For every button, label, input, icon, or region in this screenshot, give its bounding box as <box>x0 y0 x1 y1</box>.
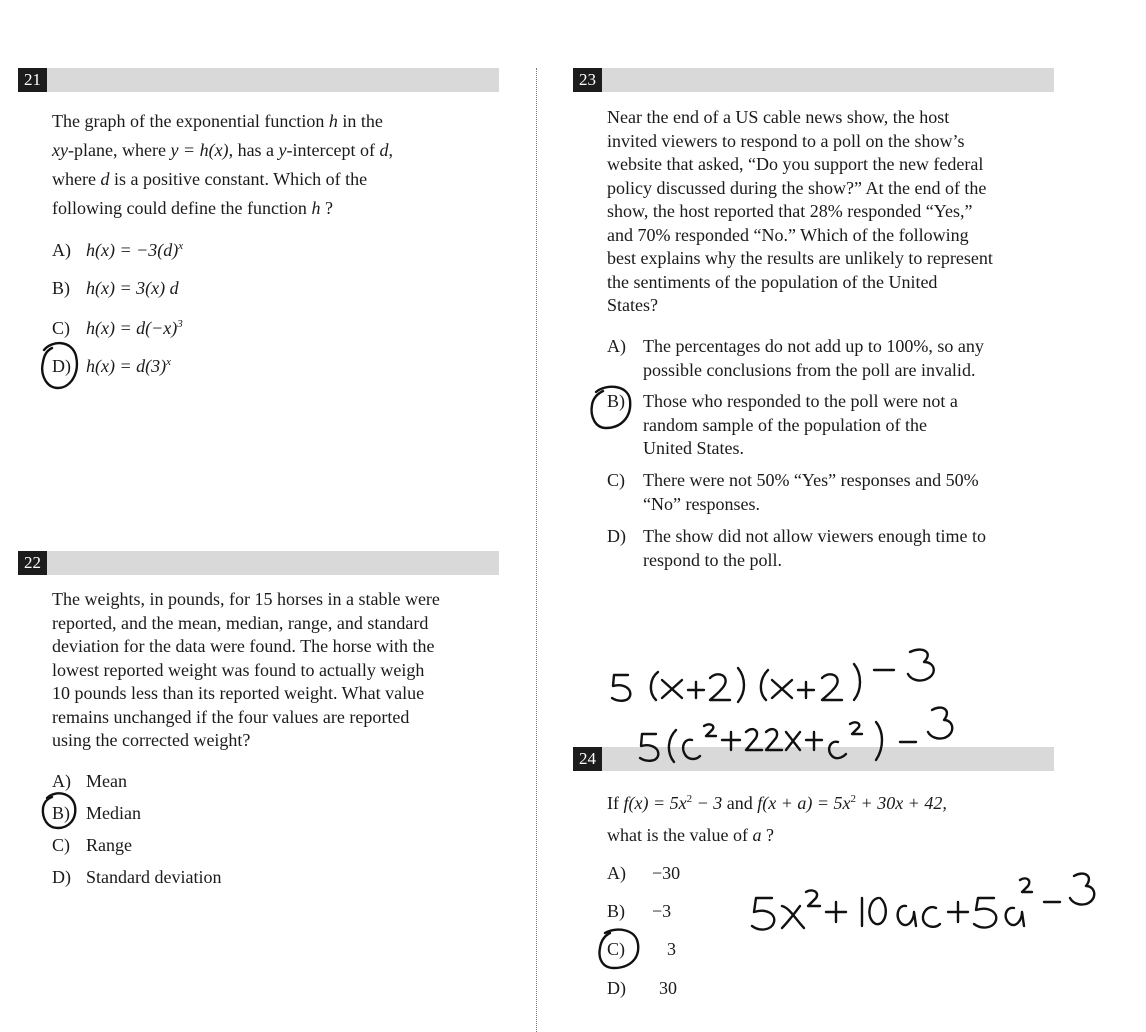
question-header-21 <box>18 68 499 92</box>
q21-option-c[interactable]: C) $h(x) = d(-x)^3$ <box>52 318 183 338</box>
q21-option-d[interactable]: D) $h(x) = d(3)^x$ <box>52 356 172 376</box>
question-header-22 <box>18 551 499 575</box>
q23-option-b[interactable]: B) Those who responded to the poll were not a random sample of the population of the United States. <box>607 391 958 458</box>
q22-option-a[interactable]: A) Mean <box>52 771 127 791</box>
scratch-work-line-3 <box>752 874 1094 930</box>
q22-option-c[interactable]: C) Range <box>52 835 132 855</box>
q22-stem: The weights, in pounds, for 15 horses in a stable were reported, and the mean, median, range, and standard deviation for the data were found. The horse with the lowest reported weight was found to actually weigh 10 pounds less than its reported weight. What value remains unchanged if the four values are reported using the corrected weight? <box>52 589 440 750</box>
q22-option-d[interactable]: D) Standard deviation <box>52 867 222 887</box>
q24-option-d[interactable]: D) 30 <box>607 978 677 998</box>
q24-option-b[interactable]: B) −3 <box>607 901 672 921</box>
q24-option-c[interactable]: C) 3 <box>607 939 676 959</box>
question-number-24: 24 <box>573 747 602 771</box>
column-divider <box>536 68 537 1032</box>
q23-option-a[interactable]: A) The percentages do not add up to 100%, so any possible conclusions from the poll are invalid. <box>607 336 984 380</box>
question-header-23 <box>573 68 1054 92</box>
question-number-21: 21 <box>18 68 47 92</box>
question-number-22: 22 <box>18 551 47 575</box>
q21-stem: The graph of the exponential function h in the xy-plane, where y = h(x), has a y-intercept of d, where d is a positive constant. Which of the following could define the function h ? <box>52 111 393 218</box>
q23-stem: Near the end of a US cable news show, the host invited viewers to respond to a poll on the show’s website that asked, “Do you support the new federal policy discussed during the show?” At the end of the show, the host reported that 28% responded “Yes,” and 70% responded “No.” Which of the following best explains why the results are unlikely to represent the sentiments of the population of the United States? <box>607 107 993 315</box>
question-number-23: 23 <box>573 68 602 92</box>
q23-option-c[interactable]: C) There were not 50% “Yes” responses and 50% “No” responses. <box>607 470 979 514</box>
scratch-work-line-1 <box>612 650 934 702</box>
q24-option-a[interactable]: A) −30 <box>607 863 681 883</box>
q24-stem: If $f(x) = 5x^2 - 3$ and $f(x + a) = 5x^2 + 30x + 42$, what is the value of a ? <box>607 793 947 845</box>
q21-option-b[interactable]: B) h(x) = 3(x) d <box>52 278 179 298</box>
q21-option-a[interactable]: A) $h(x) = -3(d)^x$ <box>52 240 184 260</box>
question-header-24 <box>573 747 1054 771</box>
q22-option-b[interactable]: B) Median <box>52 803 141 823</box>
q23-option-d[interactable]: D) The show did not allow viewers enough time to respond to the poll. <box>607 526 986 570</box>
